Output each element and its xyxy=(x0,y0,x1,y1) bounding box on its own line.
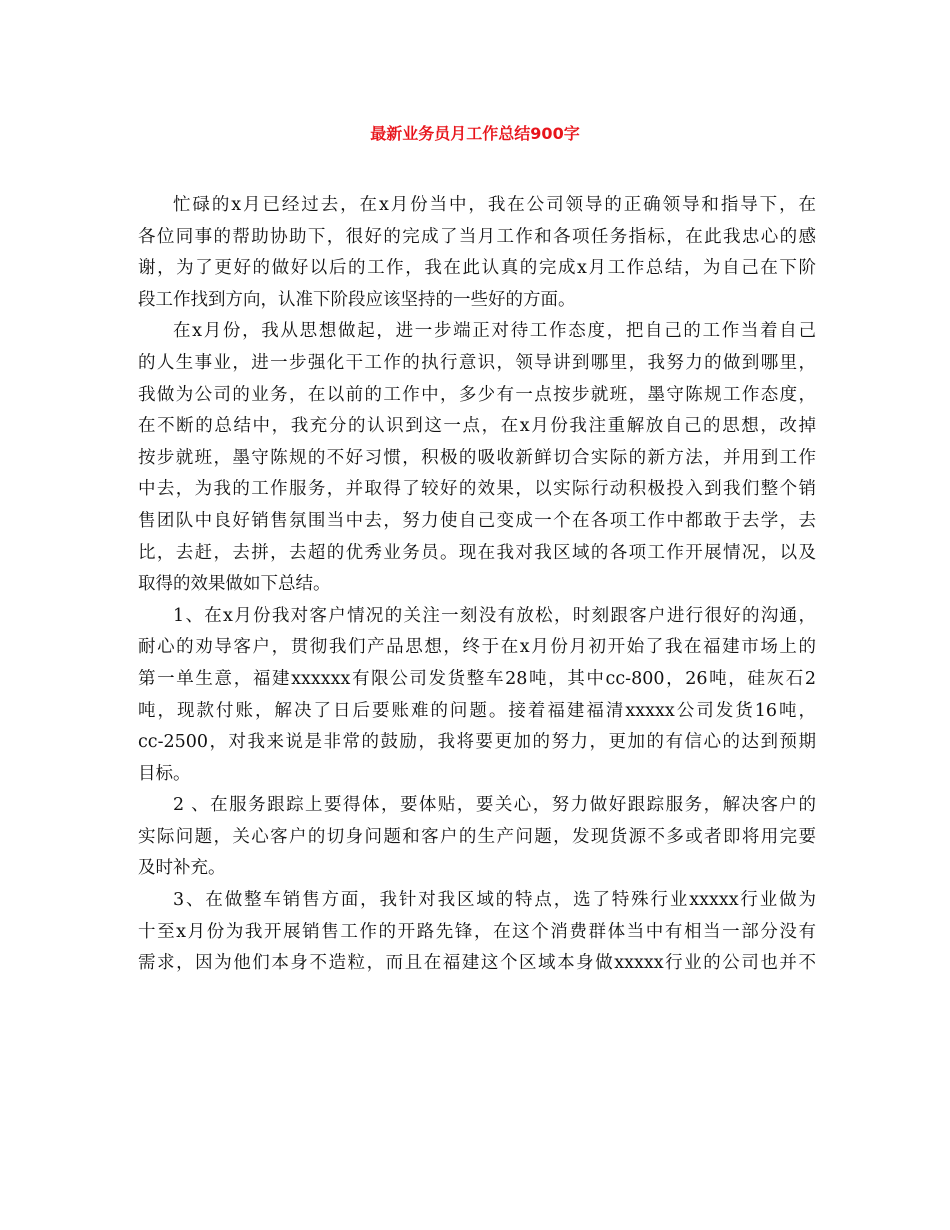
document-title: 最新业务员月工作总结900字 xyxy=(370,124,580,143)
paragraph-line: 忙碌的x月已经过去，在x月份当中，我在公司领导的正确领导和指导下，在 xyxy=(173,195,816,215)
paragraph-line: 比，去赶，去拼，去超的优秀业务员。现在我对我区域的各项工作开展情况，以及 xyxy=(138,542,816,563)
paragraph-line: 我做为公司的业务，在以前的工作中，多少有一点按步就班，墨守陈规工作态度， xyxy=(138,384,816,405)
paragraph-line: 吨，现款付账，解决了日后要账难的问题。接着福建福清xxxxx公司发货16吨， xyxy=(138,700,816,721)
paragraph-2 xyxy=(138,316,816,600)
paragraph-line: 十至x月份为我开展销售工作的开路先锋，在这个消费群体当中有相当一部分没有 xyxy=(138,921,816,942)
paragraph-line: 需求，因为他们本身不造粒，而且在福建这个区域本身做xxxxx行业的公司也并不 xyxy=(138,953,816,974)
paragraph-4 xyxy=(138,790,816,885)
paragraph-line: 谢，为了更好的做好以后的工作，我在此认真的完成x月工作总结，为自己在下阶 xyxy=(138,258,816,279)
paragraph-line: 中去，为我的工作服务，并取得了较好的效果，以实际行动积极投入到我们整个销 xyxy=(138,479,816,500)
paragraph-line: 实际问题，关心客户的切身问题和客户的生产问题，发现货源不多或者即将用完要 xyxy=(138,826,816,847)
paragraph-line: 取得的效果做如下总结。 xyxy=(138,574,331,595)
paragraph-line: 1、在x月份我对客户情况的关注一刻没有放松，时刻跟客户进行很好的沟通， xyxy=(173,605,816,626)
paragraph-line: 在x月份，我从思想做起，进一步端正对待工作态度，把自己的工作当着自己 xyxy=(173,321,816,342)
paragraph-line: 的人生事业，进一步强化干工作的执行意识，领导讲到哪里，我努力的做到哪里， xyxy=(138,352,816,373)
paragraph-3 xyxy=(138,601,816,791)
paragraph-line: 各位同事的帮助协助下，很好的完成了当月工作和各项任务指标，在此我忠心的感 xyxy=(138,226,816,247)
paragraph-line: 段工作找到方向，认准下阶段应该坚持的一些好的方面。 xyxy=(138,289,576,310)
paragraph-5 xyxy=(138,885,816,980)
document-body xyxy=(138,190,816,980)
paragraph-line: 售团队中良好销售氛围当中去，努力使自己变成一个在各项工作中都敢于去学，去 xyxy=(138,510,816,531)
paragraph-line: 耐心的劝导客户，贯彻我们产品思想，终于在x月份月初开始了我在福建市场上的 xyxy=(138,637,816,658)
paragraph-1 xyxy=(138,190,816,316)
paragraph-line: 第一单生意，福建xxxxxx有限公司发货整车28吨，其中cc-800，26吨，硅灰石2 xyxy=(138,668,816,689)
paragraph-line: 及时补充。 xyxy=(138,858,226,879)
paragraph-line: 按步就班，墨守陈规的不好习惯，积极的吸收新鲜切合实际的新方法，并用到工作 xyxy=(138,447,816,468)
paragraph-line: 3、在做整车销售方面，我针对我区域的特点，选了特殊行业xxxxx行业做为 xyxy=(173,890,816,911)
paragraph-line: cc-2500，对我来说是非常的鼓励，我将要更加的努力，更加的有信心的达到预期 xyxy=(138,732,816,753)
paragraph-line: 在不断的总结中，我充分的认识到这一点，在x月份我注重解放自己的思想，改掉 xyxy=(138,416,816,437)
paragraph-line: 2 、在服务跟踪上要得体，要体贴，要关心，努力做好跟踪服务，解决客户的 xyxy=(173,795,816,816)
paragraph-line: 目标。 xyxy=(138,763,191,784)
